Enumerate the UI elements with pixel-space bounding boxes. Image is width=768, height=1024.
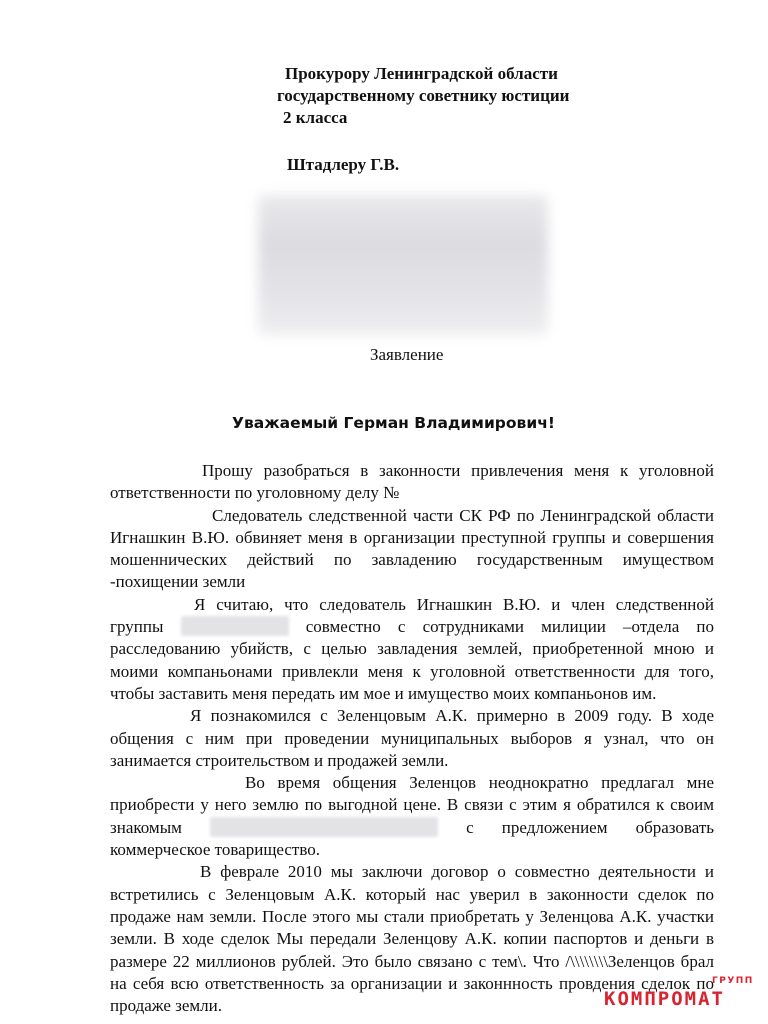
paragraph-2: Следователь следственной части СК РФ по Ленинградской области Игнашкин В.Ю. обвиняет меня в организации преступной группы и совершения мошеннических действий по завладению государственным имуществом -похищении земли	[110, 505, 714, 592]
paragraph-3-part-1: Я считаю, что следователь Игнашкин В.Ю. и член следственной группы	[110, 594, 714, 637]
watermark-subtitle: ГРУПП	[712, 976, 754, 986]
paragraph-4: Я познакомился с Зеленцовым А.К. примерно в 2009 году. В ходе общения с ним при проведении муниципальных выборов я узнал, что он занимается строительством и продажей земли.	[110, 706, 714, 770]
addressee-name: Штадлеру Г.В.	[287, 155, 400, 174]
statement-body	[110, 460, 714, 1017]
watermark-logo: КОМПРОМАТ	[604, 988, 725, 1010]
addressee-title-line-2: государственному советнику юстиции	[277, 86, 570, 105]
addressee-title-line-3: 2 класса	[283, 108, 348, 127]
paragraph-3-part-2: совместно с сотрудниками милиции –отдела по расследованию убийств, с целью завладения землей, приобретенной мною и моими компаньонами привлекли меня к уголовной ответственности для того, чтобы заставить меня передать им мое и имущество моих компаньонов им.	[110, 617, 715, 703]
paragraph-5-part-1: Во время общения Зеленцов неоднократно предлагал мне приобрести у него землю по выгодной цене. В связи с этим я обратился к своим знакомым	[110, 773, 714, 837]
paragraph-5	[110, 772, 714, 861]
redacted-name-inline	[181, 616, 289, 636]
paragraph-3	[110, 594, 714, 705]
paragraph-5-part-2: с предложением образовать коммерческое товарищество.	[110, 817, 715, 860]
salutation: Уважаемый Герман Владимирович!	[232, 414, 555, 432]
redacted-sender-block	[258, 195, 548, 335]
paragraph-1: Прошу разобраться в законности привлечения меня к уголовной ответственности по уголовному делу №	[110, 461, 714, 503]
paragraph-6: В феврале 2010 мы заключи договор о совместно деятельности и встретились с Зеленцовым А.К. который нас уверил в законности сделок по продаже нам земли. После этого мы стали приобретать у Зеленцова А.К. участки земли. В ходе сделок Мы передали Зеленцову А.К. копии паспортов и деньги в размере 22 миллионов рублей. Это было связано с тем\. Что /\\\\\\\\Зеленцов брал на себя всю ответственность за организации и законнность провдения сделок по продаже земли.	[110, 862, 714, 1016]
document-type-heading: Заявление	[370, 345, 444, 364]
redacted-names-inline	[210, 817, 438, 837]
addressee-title-line-1: Прокурору Ленинградской области	[285, 64, 558, 83]
